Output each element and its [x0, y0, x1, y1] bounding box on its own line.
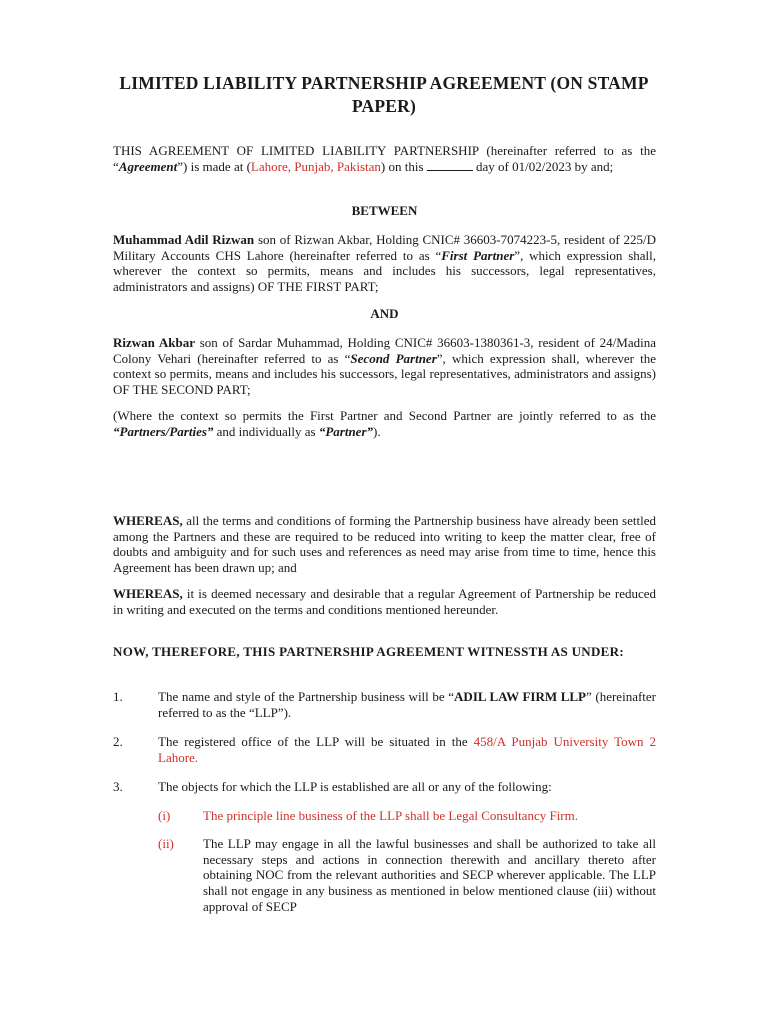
intro-paragraph: [113, 143, 656, 174]
clause-1-number: 1.: [113, 689, 123, 704]
first-party-paragraph: [113, 232, 656, 295]
sub-clause-i-text: The principle line business of the LLP shall be Legal Consultancy Firm.: [203, 808, 579, 823]
second-party-paragraph: [113, 335, 656, 398]
sub-clause-ii-number: (ii): [158, 836, 174, 851]
registered-office-address: 458/A Punjab University Town 2 Lahore.: [158, 734, 656, 765]
second-partner-term: Second Partner: [350, 350, 437, 366]
firm-name: ADIL LAW FIRM LLP: [454, 689, 586, 704]
first-partner-term: First Partner: [441, 247, 515, 263]
clause-2-text: [158, 734, 656, 765]
and-heading: AND: [370, 306, 399, 321]
sub-clause-i-number: (i): [158, 808, 171, 823]
joint-reference-paragraph: [113, 408, 656, 439]
joint-text-2: and individually as: [213, 423, 319, 439]
document-title: LIMITED LIABILITY PARTNERSHIP AGREEMENT (ON STAMP PAPER): [119, 73, 649, 116]
clause-3-number: 3.: [113, 779, 123, 794]
partners-parties-term: “Partners/Parties”: [113, 423, 214, 439]
whereas-text-1: all the terms and conditions of forming the Partnership business have already been settled among the Partners and these are required to be reduced into writing to keep the matter clear, free of doubts and ambiguity and for such uses and references as need may arise from time to time, hence this Agreement has been drawn up; and: [113, 513, 656, 576]
clause-1-text-2: ” (hereinafter referred to as the “LLP”).: [158, 689, 657, 720]
clause-1-text: [158, 689, 656, 720]
joint-text-3: ).: [373, 423, 381, 439]
whereas-lead-2: WHEREAS,: [113, 586, 183, 601]
whereas-lead-1: WHEREAS,: [113, 513, 183, 528]
intro-text-1: THIS AGREEMENT OF LIMITED LIABILITY PARTNERSHIP (hereinafter referred to as the “: [113, 143, 656, 174]
second-party-text-1: son of Sardar Muhammad, Holding CNIC# 36603-1380361-3, resident of 24/Madina Colony Vehari (hereinafter referred to as “: [113, 335, 656, 366]
first-party-text-1: son of Rizwan Akbar, Holding CNIC# 36603-7074223-5, resident of 225/D Military Accounts CHS Lahore (hereinafter referred to as “: [113, 232, 656, 263]
first-party-name: Muhammad Adil Rizwan: [113, 232, 255, 247]
place-of-agreement: Lahore, Punjab, Pakistan: [250, 158, 381, 174]
whereas-text-2: it is deemed necessary and desirable that a regular Agreement of Partnership be reduced in writing and executed on the terms and conditions mentioned hereunder.: [113, 586, 656, 617]
first-party-text-2: ”, which expression shall, wherever the context so permits, means and includes his successors, legal representatives, administrators and assigns) OF THE FIRST PART;: [113, 247, 657, 295]
whereas-paragraph-2: [113, 586, 656, 617]
clause-1-text-1: The name and style of the Partnership business will be “: [158, 689, 455, 704]
second-party-name: Rizwan Akbar: [113, 335, 196, 350]
between-heading: BETWEEN: [351, 203, 418, 218]
intro-text-4: day of 01/02/2023 by and;: [472, 158, 614, 174]
joint-text-1: (Where the context so permits the First Partner and Second Partner are jointly referred to as the: [113, 408, 656, 423]
witnesseth-heading: NOW, THEREFORE, THIS PARTNERSHIP AGREEMENT WITNESSTH AS UNDER:: [113, 644, 624, 659]
sub-clause-ii-text: The LLP may engage in all the lawful businesses and shall be authorized to take all necessary steps and actions in connection therewith and ancillary thereto after obtaining NOC from the relevant authorities and SECP wherever applicable. The LLP shall not engage in any business as mentioned in below mentioned clause (iii) without approval of SECP: [203, 836, 656, 914]
day-blank-line: [427, 159, 473, 171]
intro-text-2: ”) is made at (: [177, 158, 251, 174]
partner-term: “Partner”: [318, 423, 374, 439]
whereas-paragraph-1: [113, 513, 656, 576]
intro-text-3: ) on this: [380, 158, 427, 174]
agreement-term: Agreement: [118, 158, 178, 174]
clause-2-number: 2.: [113, 734, 123, 749]
clause-3-text: The objects for which the LLP is established are all or any of the following:: [158, 779, 552, 794]
clause-2-text-1: The registered office of the LLP will be situated in the: [158, 734, 474, 749]
second-party-text-2: ”, which expression shall, wherever the context so permits, means and includes his successors, legal representatives, administrators and assigns) OF THE SECOND PART;: [113, 350, 657, 398]
